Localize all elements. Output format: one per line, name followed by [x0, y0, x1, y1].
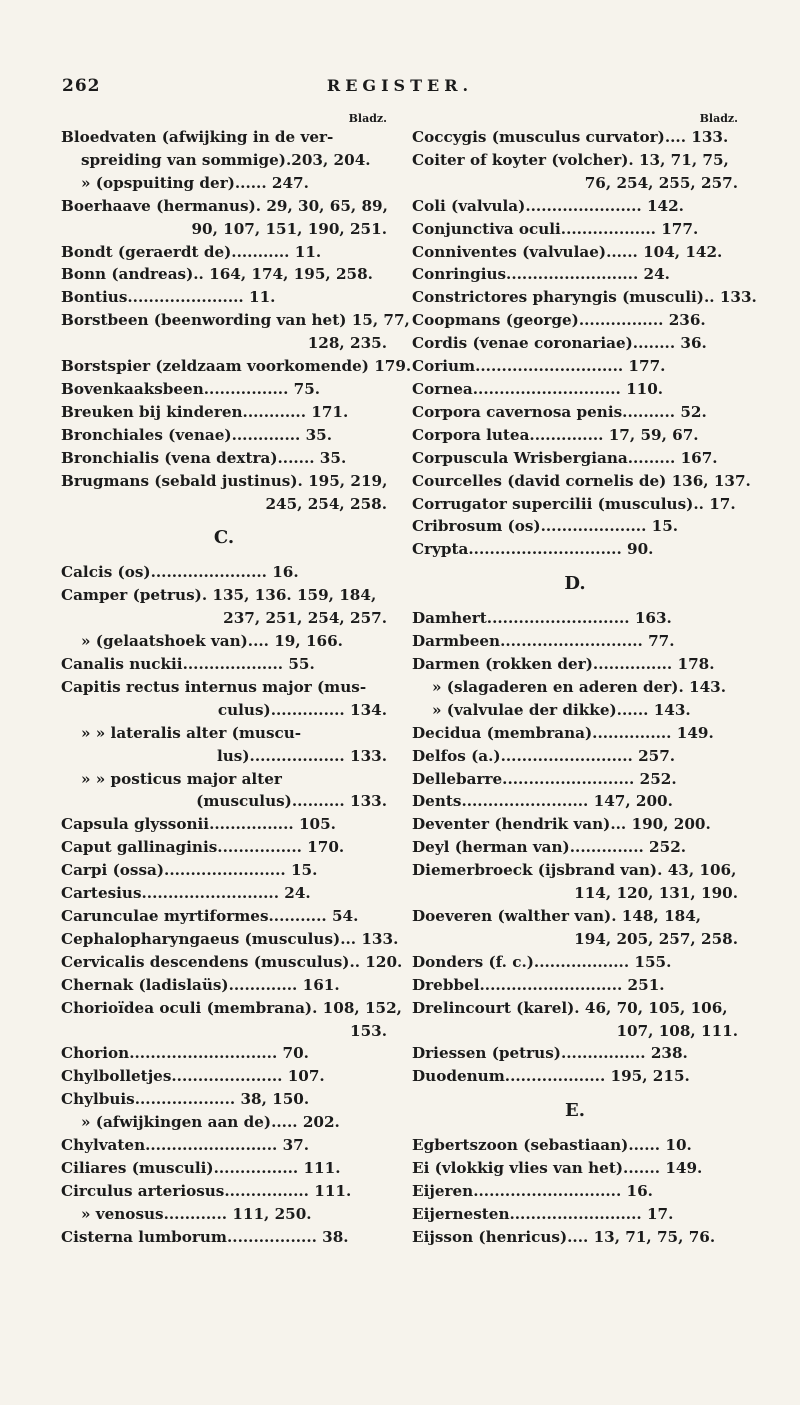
- index-entry-continuation: lus).................. 133.: [217, 746, 387, 765]
- index-entry-continuation: 90, 107, 151, 190, 251.: [191, 219, 387, 238]
- index-entry: Dents........................ 147, 200.: [412, 792, 673, 811]
- index-subentry: » (afwijkingen aan de)..... 202.: [81, 1113, 340, 1132]
- index-entry: Corium............................ 177.: [412, 357, 666, 376]
- index-entry: Boerhaave (hermanus). 29, 30, 65, 89,: [61, 196, 388, 215]
- index-entry: Capitis rectus internus major (mus-: [61, 677, 367, 696]
- index-entry: Borstspier (zeldzaam voorkomende) 179.: [61, 357, 412, 376]
- index-entry: Crypta............................. 90.: [412, 540, 654, 559]
- index-entry-continuation: culus).............. 134.: [217, 700, 387, 719]
- index-entry: Deventer (hendrik van)... 190, 200.: [412, 815, 711, 834]
- index-entry: Cartesius.......................... 24.: [61, 884, 311, 903]
- index-entry: Eijsson (henricus).... 13, 71, 75, 76.: [412, 1227, 716, 1246]
- index-entry: Cornea............................ 110.: [412, 379, 664, 398]
- bladz-label: Bladz.: [699, 112, 738, 125]
- index-entry: Chernak (ladislaüs)............. 161.: [61, 975, 340, 994]
- index-entry: Darmbeen........................... 77.: [412, 632, 675, 651]
- running-title: REGISTER.: [326, 76, 474, 95]
- index-entry: Chorion............................ 70.: [61, 1044, 309, 1063]
- index-entry: Courcelles (david cornelis de) 136, 137.: [412, 471, 751, 490]
- index-entry: Corrugator supercilii (musculus).. 17.: [412, 494, 736, 513]
- index-entry-continuation: (musculus).......... 133.: [196, 792, 387, 811]
- index-entry: Duodenum................... 195, 215.: [412, 1067, 690, 1086]
- index-subentry: » (opspuiting der)...... 247.: [81, 173, 309, 192]
- index-entry: Bondt (geraerdt de)........... 11.: [61, 242, 322, 261]
- index-entry: Chorioïdea oculi (membrana). 108, 152,: [61, 998, 402, 1017]
- index-entry: Bontius...................... 11.: [61, 288, 276, 307]
- index-entry: Chylbuis................... 38, 150.: [61, 1090, 310, 1109]
- index-entry: Ciliares (musculi)................ 111.: [61, 1158, 341, 1177]
- index-entry: Conringius......................... 24.: [412, 265, 670, 284]
- index-entry-continuation: 237, 251, 254, 257.: [223, 609, 387, 628]
- index-entry: Donders (f. c.).................. 155.: [412, 952, 672, 971]
- index-entry: Borstbeen (beenwording van het) 15, 77,: [61, 311, 410, 330]
- index-entry: Carpi (ossa)....................... 15.: [61, 861, 318, 880]
- index-subentry: spreiding van sommige).203, 204.: [81, 150, 371, 169]
- index-entry: Eijeren............................ 16.: [412, 1182, 653, 1201]
- index-entry: Coiter of koyter (volcher). 13, 71, 75,: [412, 150, 729, 169]
- section-letter: C.: [213, 527, 235, 549]
- index-entry-continuation: 128, 235.: [307, 334, 387, 353]
- index-entry: Calcis (os)...................... 16.: [61, 563, 299, 582]
- index-entry: Doeveren (walther van). 148, 184,: [412, 907, 702, 925]
- index-entry: Camper (petrus). 135, 136. 159, 184,: [61, 586, 377, 605]
- index-entry-continuation: 107, 108, 111.: [616, 1021, 738, 1040]
- index-subentry: » (gelaatshoek van).... 19, 166.: [81, 632, 343, 651]
- index-subentry: » venosus............ 111, 250.: [81, 1204, 312, 1223]
- index-entry: Chylvaten......................... 37.: [61, 1136, 310, 1155]
- index-entry: Damhert........................... 163.: [412, 609, 672, 628]
- index-entry: Coccygis (musculus curvator).... 133.: [412, 128, 729, 146]
- index-entry: Brugmans (sebald justinus). 195, 219,: [61, 471, 388, 490]
- index-entry: Darmen (rokken der)............... 178.: [412, 655, 715, 674]
- index-entry-continuation: 114, 120, 131, 190.: [574, 884, 738, 903]
- index-entry: Corpora lutea.............. 17, 59, 67.: [412, 425, 699, 444]
- index-entry-continuation: 76, 254, 255, 257.: [584, 173, 738, 192]
- index-entry: Diemerbroeck (ijsbrand van). 43, 106,: [412, 861, 737, 880]
- index-entry: Deyl (herman van).............. 252.: [412, 838, 687, 857]
- index-entry: Cephalopharyngaeus (musculus)... 133.: [61, 929, 399, 948]
- index-entry-continuation: 245, 254, 258.: [265, 494, 387, 513]
- index-entry: Conniventes (valvulae)...... 104, 142.: [412, 242, 723, 261]
- index-entry: Bronchiales (venae)............. 35.: [61, 425, 333, 444]
- index-entry: Dellebarre......................... 252.: [412, 769, 677, 788]
- index-entry: Coopmans (george)................ 236.: [412, 311, 706, 330]
- index-entry: Corpuscula Wrisbergiana......... 167.: [412, 448, 718, 467]
- index-entry: Cordis (venae coronariae)........ 36.: [412, 334, 707, 353]
- index-entry: Bloedvaten (afwijking in de ver-: [61, 128, 334, 146]
- index-column-right: [412, 112, 757, 1249]
- index-entry: Drebbel........................... 251.: [412, 975, 665, 994]
- index-entry: Caput gallinaginis................ 170.: [61, 838, 345, 857]
- index-entry: Delfos (a.)......................... 257.: [412, 746, 676, 765]
- index-entry: Egbertszoon (sebastiaan)...... 10.: [412, 1136, 692, 1155]
- index-subentry: » » posticus major alter: [81, 769, 282, 788]
- page-number: 262: [62, 76, 101, 96]
- index-entry: Cribrosum (os).................... 15.: [412, 517, 679, 536]
- index-entry: Bonn (andreas).. 164, 174, 195, 258.: [61, 265, 373, 284]
- index-entry: Ei (vlokkig vlies van het)....... 149.: [412, 1159, 703, 1178]
- index-entry: Breuken bij kinderen............ 171.: [61, 402, 349, 421]
- index-entry: Driessen (petrus)................ 238.: [412, 1044, 688, 1063]
- index-entry: Eijernesten......................... 17.: [412, 1204, 674, 1223]
- index-entry: Bronchialis (vena dextra)....... 35.: [61, 448, 347, 467]
- index-entry: Canalis nuckii................... 55.: [61, 655, 315, 674]
- section-letter: D.: [564, 573, 586, 595]
- section-letter: E.: [565, 1100, 585, 1122]
- index-subentry: » » lateralis alter (muscu-: [81, 723, 302, 742]
- index-entry: Capsula glyssonii................ 105.: [61, 815, 336, 834]
- index-entry: Coli (valvula)...................... 142.: [412, 196, 684, 215]
- index-entry: Cisterna lumborum................. 38.: [61, 1227, 349, 1246]
- page-header: [62, 76, 738, 102]
- index-entry: Conjunctiva oculi.................. 177.: [412, 219, 699, 238]
- index-entry: Bovenkaaksbeen................ 75.: [61, 379, 321, 398]
- index-column-left: [61, 112, 412, 1249]
- index-subentry: » (slagaderen en aderen der). 143.: [432, 677, 727, 696]
- index-entry: Decidua (membrana)............... 149.: [412, 723, 714, 742]
- index-subentry: » (valvulae der dikke)...... 143.: [432, 700, 691, 719]
- index-entry: Chylbolletjes..................... 107.: [61, 1067, 325, 1086]
- index-entry: Drelincourt (karel). 46, 70, 105, 106,: [412, 998, 728, 1017]
- index-entry: Carunculae myrtiformes........... 54.: [61, 907, 359, 925]
- index-entry: Constrictores pharyngis (musculi).. 133.: [412, 288, 757, 307]
- index-entry: Cervicalis descendens (musculus).. 120.: [61, 952, 403, 971]
- index-entry-continuation: 194, 205, 257, 258.: [574, 929, 738, 948]
- bladz-label: Bladz.: [348, 112, 387, 125]
- index-entry: Circulus arteriosus................ 111.: [61, 1181, 352, 1200]
- index-entry-continuation: 153.: [350, 1021, 387, 1040]
- index-entry: Corpora cavernosa penis.......... 52.: [412, 402, 707, 421]
